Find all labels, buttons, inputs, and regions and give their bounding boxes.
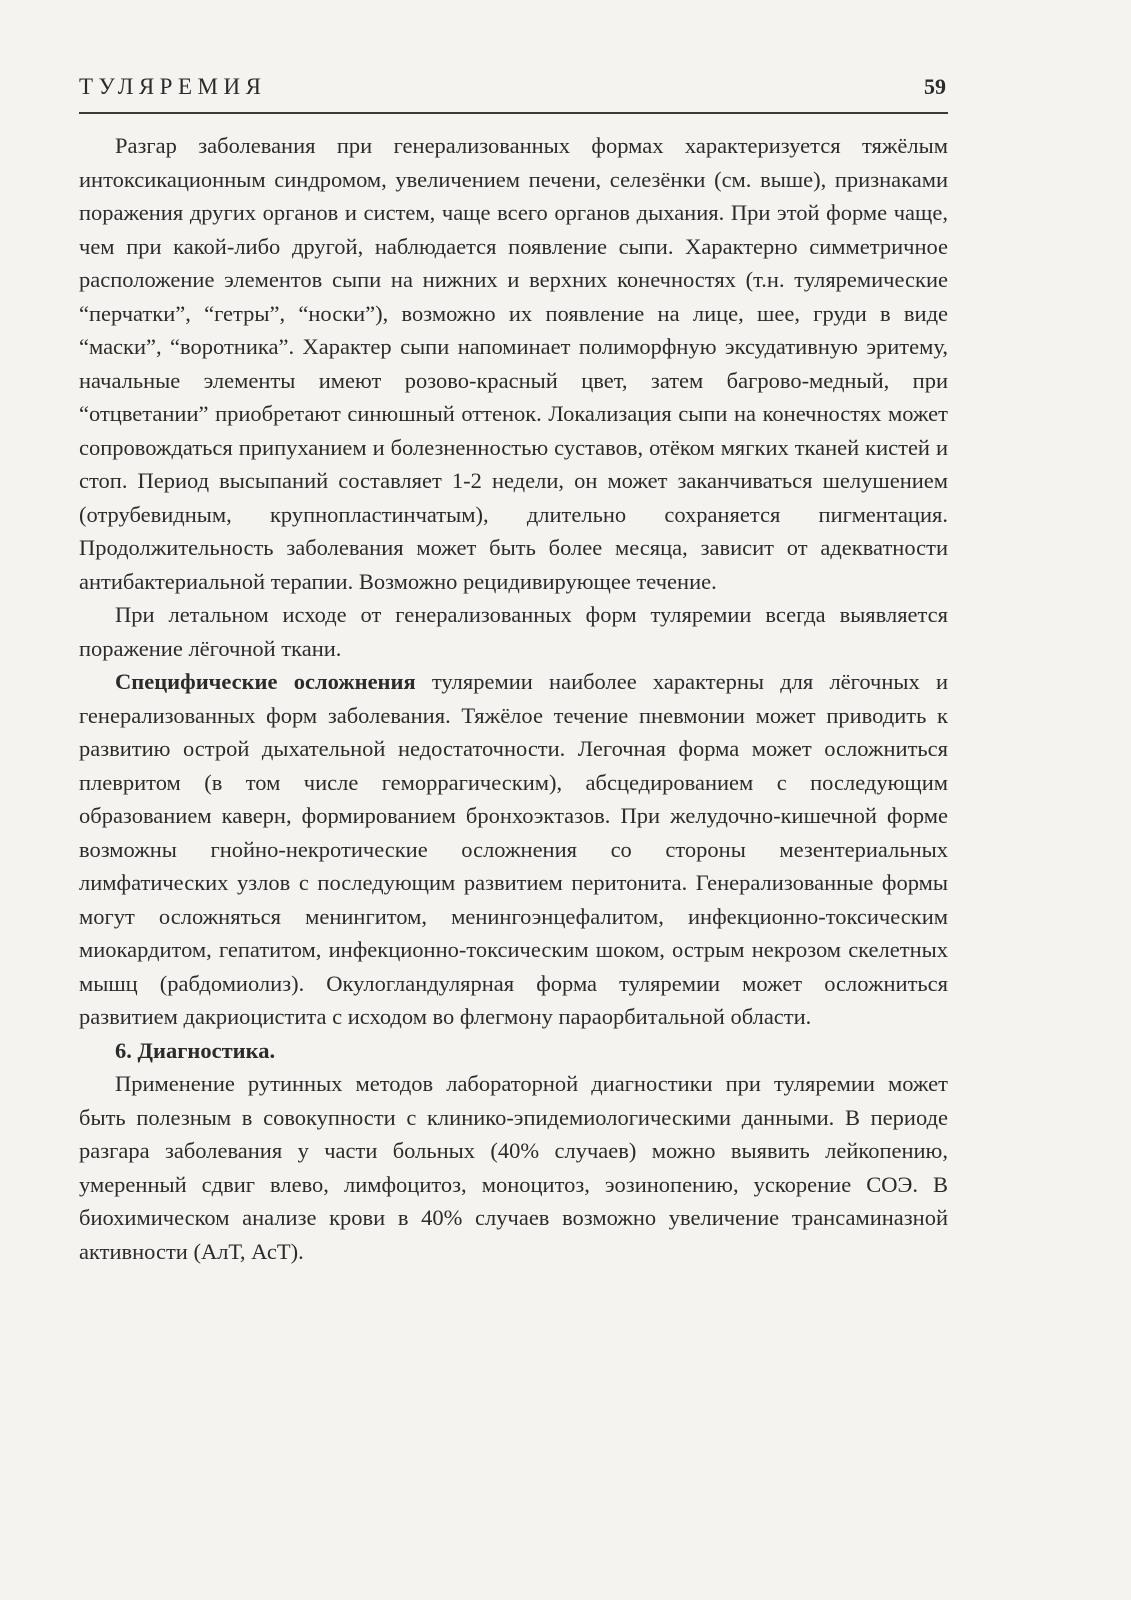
section-heading: 6. Диагностика. [115, 1037, 276, 1063]
running-head [79, 72, 948, 108]
header-rule [79, 112, 948, 114]
complications-text: туляремии наиболее характерны для лёгочных и генерализованных форм заболевания. Тяжёлое течение пневмонии может приводить к развитию острой дыхательной недостаточности. Легочная форма может осложниться плевритом (в том числе геморрагическим), абсцедированием с последующим образованием каверн, формированием бронхоэктазов. При желудочно-кишечной форме возможны гнойно-некротические осложнения со стороны мезентериальных лимфатических узлов с последующим развитием перитонита. Генерализованные формы могут осложняться менингитом, менингоэнцефалитом, инфекционно-токсическим миокардитом, гепатитом, инфекционно-токсическим шоком, острым некрозом скелетных мышц (рабдомиолиз). Окулогландулярная форма туляремии может осложниться развитием дакриоцистита с исходом во флегмону параорбитальной области. [79, 669, 948, 1029]
paragraph-complications [79, 665, 948, 1034]
running-title: ТУЛЯРЕМИЯ [79, 74, 267, 99]
paragraph-lethal-outcome: При летальном исходе от генерализованных форм туляремии всегда выявляется поражение лёгочной ткани. [79, 602, 948, 661]
paragraph-generalized-forms: Разгар заболевания при генерализованных формах характеризуется тяжёлым интоксикационным синдромом, увеличением печени, селезёнки (см. выше), признаками поражения других органов и систем, чаще всего органов дыхания. При этой форме чаще, чем при какой-либо другой, наблюдается появление сыпи. Характерно симметричное расположение элементов сыпи на нижних и верхних конечностях (т.н. туляремические “перчатки”, “гетры”, “носки”), возможно их появление на лице, шее, груди в виде “маски”, “воротника”. Характер сыпи напоминает полиморфную эксудативную эритему, начальные элементы имеют розово-красный цвет, затем багрово-медный, при “отцветании” приобретают синюшный оттенок. Локализация сыпи на конечностях может сопровождаться припуханием и болезненностью суставов, отёком мягких тканей кистей и стоп. Период высыпаний составляет 1-2 недели, он может заканчиваться шелушением (отрубевидным, крупнопластинчатым), длительно сохраняется пигментация. Продолжительность заболевания может быть более месяца, зависит от адекватности антибактериальной терапии. Возможно рецидивирующее течение. [79, 133, 948, 594]
body-text [79, 129, 948, 1268]
page-number: 59 [924, 74, 946, 99]
paragraph-diagnostics: Применение рутинных методов лабораторной диагностики при туляремии может быть полезным в совокупности с клинико-эпидемиологическими данными. В периоде разгара заболевания у части больных (40% случаев) можно выявить лейкопению, умеренный сдвиг влево, лимфоцитоз, моноцитоз, эозинопению, ускорение СОЭ. В биохимическом анализе крови в 40% случаев возможно увеличение трансаминазной активности (АлТ, АсТ). [79, 1071, 948, 1264]
term-specific-complications: Специфические осложнения [115, 669, 416, 694]
